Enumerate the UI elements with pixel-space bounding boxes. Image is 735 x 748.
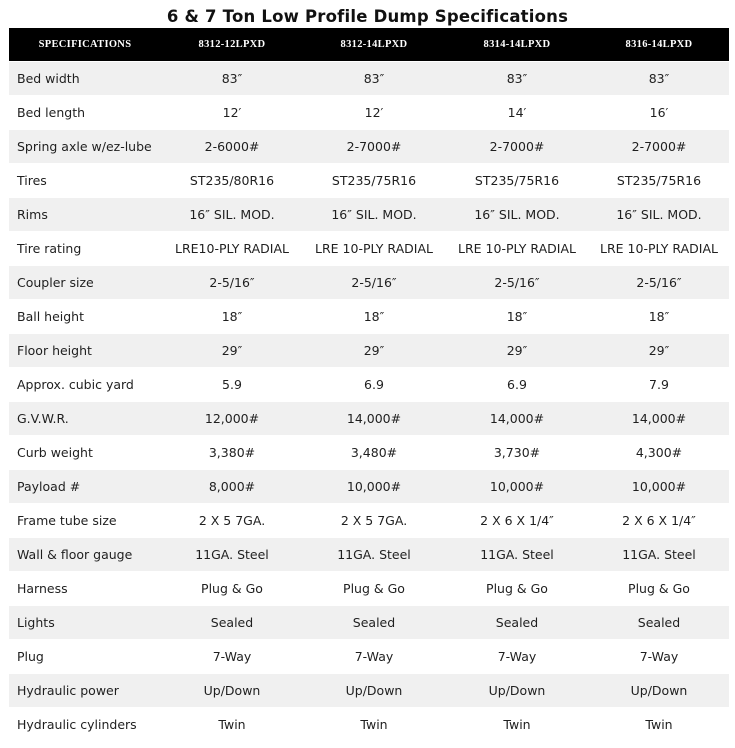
spec-value: 14,000# [589, 401, 729, 435]
row-label: Tires [9, 163, 161, 197]
table-row [9, 639, 729, 673]
spec-value: 12′ [161, 95, 303, 129]
spec-value: Twin [445, 707, 589, 741]
spec-value: Plug & Go [445, 571, 589, 605]
spec-value: Up/Down [303, 673, 445, 707]
spec-value: Twin [589, 707, 729, 741]
spec-value: 83″ [589, 61, 729, 95]
page-title: 6 & 7 Ton Low Profile Dump Specifications [166, 7, 569, 26]
header-model: 8314-14LPXD [483, 38, 551, 50]
spec-value: 18″ [589, 299, 729, 333]
spec-value: 11GA. Steel [303, 537, 445, 571]
spec-value: 7.9 [589, 367, 729, 401]
header-specifications: SPECIFICATIONS [38, 38, 132, 50]
row-label: Lights [9, 605, 161, 639]
table-header-row [9, 28, 729, 61]
table-row [9, 61, 729, 95]
spec-value: 7-Way [303, 639, 445, 673]
spec-value: 2-7000# [303, 129, 445, 163]
header-model: 8312-14LPXD [340, 38, 408, 50]
specifications-table [9, 28, 729, 741]
header-model: 8312-12LPXD [198, 38, 266, 50]
spec-value: 2-7000# [445, 129, 589, 163]
spec-value: 16″ SIL. MOD. [161, 197, 303, 231]
spec-value: 5.9 [161, 367, 303, 401]
row-label: Hydraulic cylinders [9, 707, 161, 741]
spec-value: 16″ SIL. MOD. [589, 197, 729, 231]
spec-value: 29″ [445, 333, 589, 367]
spec-value: 7-Way [589, 639, 729, 673]
spec-value: 18″ [303, 299, 445, 333]
table-row [9, 231, 729, 265]
spec-value: Twin [161, 707, 303, 741]
spec-value: 16″ SIL. MOD. [303, 197, 445, 231]
table-row [9, 537, 729, 571]
spec-value: Twin [303, 707, 445, 741]
table-row [9, 367, 729, 401]
spec-value: Plug & Go [589, 571, 729, 605]
spec-value: 18″ [445, 299, 589, 333]
table-row [9, 163, 729, 197]
spec-value: 2-5/16″ [161, 265, 303, 299]
spec-value: 10,000# [303, 469, 445, 503]
spec-value: 2 X 6 X 1/4″ [445, 503, 589, 537]
spec-value: 2-7000# [589, 129, 729, 163]
spec-value: 83″ [303, 61, 445, 95]
spec-value: 14,000# [445, 401, 589, 435]
spec-value: ST235/75R16 [303, 163, 445, 197]
spec-value: Up/Down [161, 673, 303, 707]
row-label: G.V.W.R. [9, 401, 161, 435]
spec-value: 2-5/16″ [589, 265, 729, 299]
table-body [9, 61, 729, 741]
spec-value: Plug & Go [303, 571, 445, 605]
table-row [9, 299, 729, 333]
spec-value: 3,380# [161, 435, 303, 469]
spec-value: Up/Down [445, 673, 589, 707]
spec-value: ST235/75R16 [445, 163, 589, 197]
spec-value: 8,000# [161, 469, 303, 503]
spec-value: Sealed [303, 605, 445, 639]
spec-value: 2-6000# [161, 129, 303, 163]
table-row [9, 129, 729, 163]
spec-value: 16′ [589, 95, 729, 129]
row-label: Hydraulic power [9, 673, 161, 707]
spec-value: 18″ [161, 299, 303, 333]
spec-value: 11GA. Steel [445, 537, 589, 571]
table-row [9, 673, 729, 707]
spec-value: Up/Down [589, 673, 729, 707]
table-row [9, 333, 729, 367]
row-label: Rims [9, 197, 161, 231]
spec-value: 3,730# [445, 435, 589, 469]
spec-value: 29″ [589, 333, 729, 367]
header-model: 8316-14LPXD [625, 38, 693, 50]
row-label: Spring axle w/ez-lube [9, 129, 161, 163]
table-row [9, 571, 729, 605]
spec-value: 10,000# [589, 469, 729, 503]
table-row [9, 469, 729, 503]
spec-value: Sealed [161, 605, 303, 639]
row-label: Coupler size [9, 265, 161, 299]
spec-value: 29″ [161, 333, 303, 367]
spec-value: 11GA. Steel [161, 537, 303, 571]
spec-value: ST235/80R16 [161, 163, 303, 197]
spec-value: ST235/75R16 [589, 163, 729, 197]
table-row [9, 707, 729, 741]
spec-value: 2-5/16″ [445, 265, 589, 299]
row-label: Ball height [9, 299, 161, 333]
row-label: Approx. cubic yard [9, 367, 161, 401]
spec-value: 14′ [445, 95, 589, 129]
table-row [9, 197, 729, 231]
spec-value: LRE 10-PLY RADIAL [589, 231, 729, 265]
spec-value: Sealed [589, 605, 729, 639]
spec-value: 10,000# [445, 469, 589, 503]
spec-value: 83″ [445, 61, 589, 95]
row-label: Harness [9, 571, 161, 605]
spec-value: 12′ [303, 95, 445, 129]
table-row [9, 401, 729, 435]
spec-value: LRE 10-PLY RADIAL [445, 231, 589, 265]
spec-value: 6.9 [445, 367, 589, 401]
row-label: Plug [9, 639, 161, 673]
table-row [9, 605, 729, 639]
spec-value: 83″ [161, 61, 303, 95]
spec-value: Plug & Go [161, 571, 303, 605]
row-label: Payload # [9, 469, 161, 503]
spec-value: 3,480# [303, 435, 445, 469]
spec-value: 16″ SIL. MOD. [445, 197, 589, 231]
spec-value: 6.9 [303, 367, 445, 401]
spec-value: LRE 10-PLY RADIAL [303, 231, 445, 265]
table-row [9, 265, 729, 299]
table-row [9, 435, 729, 469]
spec-value: 14,000# [303, 401, 445, 435]
row-label: Frame tube size [9, 503, 161, 537]
row-label: Curb weight [9, 435, 161, 469]
spec-value: 7-Way [445, 639, 589, 673]
spec-value: 29″ [303, 333, 445, 367]
row-label: Tire rating [9, 231, 161, 265]
table-row [9, 95, 729, 129]
spec-value: 7-Way [161, 639, 303, 673]
row-label: Bed width [9, 61, 161, 95]
spec-value: 4,300# [589, 435, 729, 469]
spec-value: 2 X 5 7GA. [161, 503, 303, 537]
spec-value: LRE10-PLY RADIAL [161, 231, 303, 265]
row-label: Floor height [9, 333, 161, 367]
spec-value: 2 X 6 X 1/4″ [589, 503, 729, 537]
row-label: Wall & floor gauge [9, 537, 161, 571]
spec-value: 2-5/16″ [303, 265, 445, 299]
row-label: Bed length [9, 95, 161, 129]
spec-value: 2 X 5 7GA. [303, 503, 445, 537]
spec-value: Sealed [445, 605, 589, 639]
spec-value: 11GA. Steel [589, 537, 729, 571]
table-row [9, 503, 729, 537]
spec-value: 12,000# [161, 401, 303, 435]
